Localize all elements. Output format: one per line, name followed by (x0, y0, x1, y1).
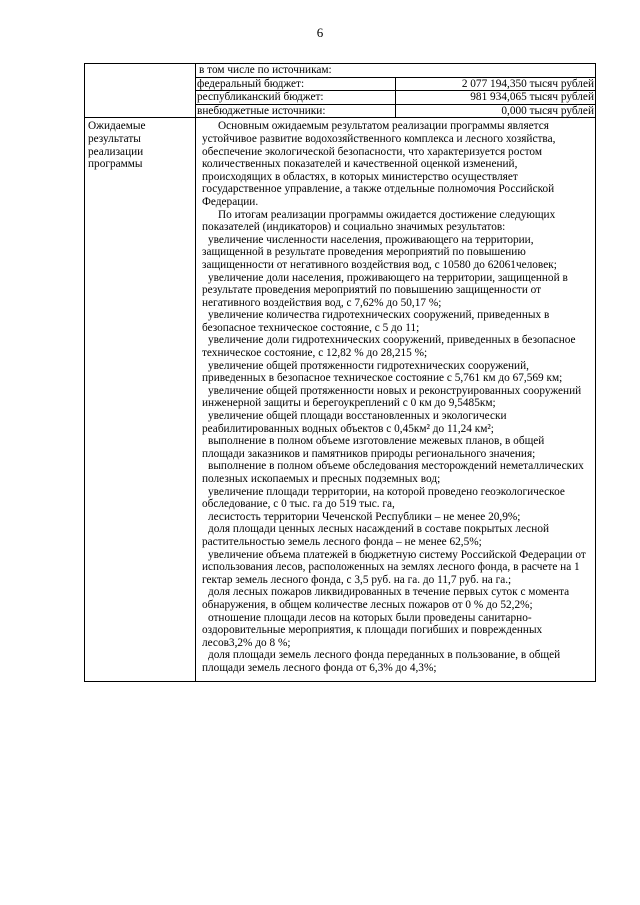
result-item: увеличение общей протяженности гидротехнических сооружений, приведенных в безопасное техническое состояние с 5,761 км до 67,569 км; (202, 359, 563, 385)
passport-table (84, 63, 596, 682)
funding-right-cell (196, 64, 596, 118)
funding-source-value: 0,000 тысяч рублей (396, 104, 596, 117)
funding-source-row (196, 104, 595, 117)
result-item: выполнение в полном объеме изготовление межевых планов, в общей площади заказников и памятников природы регионального значения; (202, 435, 545, 460)
result-item: отношение площади лесов на которых были проведены санитарно-оздоровительные мероприятия, к площади погибших и поврежденных лесов3,2% до 8 %; (202, 611, 543, 649)
result-item: лесистость территории Чеченской Республики – не менее 20,9%; (208, 510, 521, 523)
funding-source-value: 2 077 194,350 тысяч рублей (396, 77, 596, 91)
result-item: увеличение численности населения, проживающего на территории, защищенной в результате проведения мероприятий по повышению защищенности от негативного воздействия вод, с 10580 до 62061человек; (202, 233, 557, 271)
results-intro: Основным ожидаемым результатом реализации программы является устойчивое развитие водохозяйственного комплекса и лесного хозяйства, обеспечение экологической безопасности, что характеризуется ростом количественных показателей и качественной оценкой изменений, происходящих в областях, в которых министерство осуществляет государственное управление, а также отдельные полномочия Российской Федерации. (202, 120, 556, 208)
funding-source-value: 981 934,065 тысяч рублей (396, 91, 596, 105)
funding-left-cell (85, 64, 196, 118)
funding-heading-row (196, 64, 595, 77)
results-content (196, 118, 596, 681)
result-item: увеличение общей протяженности новых и реконструированных сооружений инженерной защиты и берегоукреплений с 0 км до 9,5485км; (202, 384, 582, 410)
funding-source-row (196, 77, 595, 91)
result-item: увеличение объема платежей в бюджетную систему Российской Федерации от использования лесов, расположенных на землях лесного фонда, в расчете на 1 гектар земель лесного фонда, с 3,5 руб. на га. до 11,7 руб. на га.; (202, 548, 586, 586)
page-number: 6 (316, 25, 324, 40)
funding-sources-table (196, 64, 595, 117)
result-item: доля площади земель лесного фонда переданных в пользование, в общей площади земель лесного фонда от 6,3% до 4,3%; (202, 649, 561, 674)
funding-row (85, 64, 596, 118)
funding-source-row (196, 91, 595, 105)
result-item: увеличение количества гидротехнических сооружений, приведенных в безопасное техническое состояние, с 5 до 11; (202, 309, 550, 334)
result-item: выполнение в полном объеме обследования месторождений неметаллических полезных ископаемых и пресных подземных вод; (202, 460, 584, 485)
result-item: увеличение общей площади восстановленных и экологически реабилитированных водных объектов с 0,45км² до 11,24 км²; (202, 410, 507, 435)
result-item: увеличение доли населения, проживающего на территории, защищенной в результате проведения мероприятий по повышению защищенности от негативного воздействия вод, с 7,62% до 50,17 %; (202, 271, 568, 309)
results-lead: По итогам реализации программы ожидается достижение следующих показателей (индикаторов) и социально значимых результатов: (202, 208, 556, 234)
funding-source-label: внебюджетные источники: (196, 104, 396, 117)
results-row (85, 118, 596, 681)
funding-source-label: республиканский бюджет: (196, 91, 396, 105)
result-item: доля лесных пожаров ликвидированных в течение первых суток с момента обнаружения, в общем количестве лесных пожаров от 0 % до 52,2%; (202, 586, 570, 611)
results-label: Ожидаемые результаты реализации программы (85, 118, 196, 681)
result-item: увеличение площади территории, на которой проведено геоэкологическое обследование, с 0 тыс. га до 519 тыс. га, (202, 485, 565, 511)
result-item: увеличение доли гидротехнических сооружений, приведенных в безопасное техническое состояние, с 12,82 % до 28,215 %; (202, 334, 576, 360)
funding-heading: в том числе по источникам: (199, 64, 332, 76)
result-item: доля площади ценных лесных насаждений в составе покрытых лесной растительностью земель лесного фонда – не менее 62,5%; (202, 523, 550, 548)
funding-source-label: федеральный бюджет: (196, 77, 396, 91)
